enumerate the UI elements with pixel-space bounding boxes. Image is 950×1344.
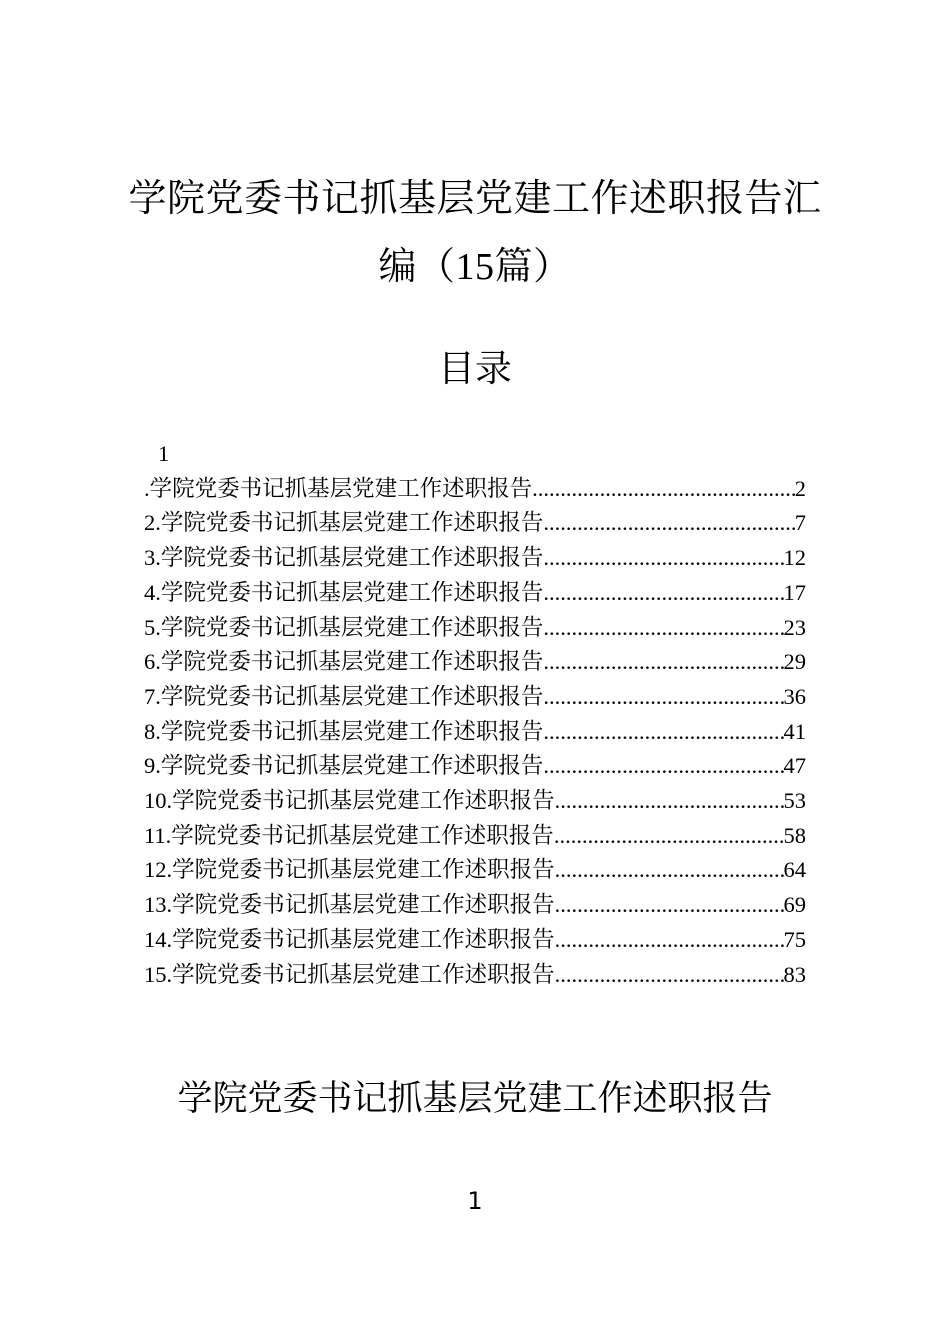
toc-entry-number: 12. [144, 857, 173, 883]
toc-entry-page: 17 [783, 579, 806, 605]
toc-entry-page: 53 [783, 788, 806, 814]
toc-entry-number: 6. [144, 649, 161, 675]
page-number: 1 [467, 1187, 483, 1215]
toc-entry-leader-dots [543, 715, 783, 750]
toc-entry-leader-dots [543, 506, 794, 541]
toc-entry-leader-dots [555, 888, 784, 923]
toc-entry-page: 64 [783, 857, 806, 883]
toc-entry-leader-dots [555, 853, 784, 888]
toc-entry-number: 14. [144, 926, 173, 952]
toc-entry-title: 学院党委书记抓基层党建工作述职报告 [172, 857, 555, 884]
toc-entry-page: 7 [794, 510, 806, 536]
toc-entry-title: 学院党委书记抓基层党建工作述职报告 [160, 614, 544, 641]
toc-entry[interactable] [144, 749, 806, 784]
toc-entry-leader-dots [543, 541, 783, 576]
toc-entry[interactable] [144, 506, 806, 541]
toc-entry[interactable] [144, 715, 806, 750]
toc-entry-page: 75 [783, 926, 806, 952]
toc-entry-title: 学院党委书记抓基层党建工作述职报告 [172, 892, 555, 919]
toc-entry-number: 5. [144, 614, 161, 640]
toc-entry-title: 学院党委书记抓基层党建工作述职报告 [172, 961, 555, 988]
toc-entry-page: 58 [783, 822, 806, 848]
title-prefix: 编（ [378, 244, 456, 288]
toc-entry[interactable] [144, 819, 806, 854]
toc-entry-title: 学院党委书记抓基层党建工作述职报告 [160, 545, 544, 572]
toc-entry-page: 2 [794, 475, 806, 501]
toc-entry-leader-dots [555, 923, 784, 958]
table-of-contents [144, 437, 806, 992]
toc-entry[interactable] [144, 611, 806, 646]
toc-heading: 目录 [438, 347, 512, 390]
toc-entry[interactable] [144, 888, 806, 923]
toc-entry-title: 学院党委书记抓基层党建工作述职报告 [160, 683, 544, 710]
toc-entry-leader-dots [543, 576, 783, 611]
toc-entry-page: 47 [783, 753, 806, 779]
document-title-line-2 [0, 243, 950, 290]
toc-entry-leader-dots [543, 611, 783, 646]
toc-entry-number: 7. [144, 683, 161, 709]
toc-entry-page: 69 [783, 892, 806, 918]
toc-entry-number: 4. [144, 579, 161, 605]
toc-first-number: 1 [158, 441, 170, 466]
section-title: 学院党委书记抓基层党建工作述职报告 [177, 1079, 773, 1119]
toc-entry-title: 学院党委书记抓基层党建工作述职报告 [160, 649, 544, 676]
toc-entry[interactable] [144, 958, 806, 993]
toc-entry-page: 41 [783, 718, 806, 744]
toc-entry-number: . [144, 475, 150, 501]
toc-entry-title: 学院党委书记抓基层党建工作述职报告 [160, 718, 544, 745]
toc-entry[interactable] [144, 680, 806, 715]
toc-entry[interactable] [144, 923, 806, 958]
toc-entry-leader-dots [555, 958, 784, 993]
toc-entry[interactable] [144, 472, 806, 507]
toc-entry-number: 9. [144, 753, 161, 779]
toc-list [144, 472, 806, 993]
toc-entry-page: 29 [783, 649, 806, 675]
title-suffix: 篇） [494, 244, 572, 288]
toc-entry[interactable] [144, 576, 806, 611]
toc-entry-leader-dots [543, 749, 783, 784]
toc-entry-leader-dots [543, 680, 783, 715]
toc-entry-page: 36 [783, 683, 806, 709]
toc-entry[interactable] [144, 645, 806, 680]
toc-entry-number: 3. [144, 545, 161, 571]
toc-entry-page: 83 [783, 961, 806, 987]
toc-entry-number: 2. [144, 510, 161, 536]
toc-entry-title: 学院党委书记抓基层党建工作述职报告 [172, 788, 555, 815]
toc-entry-number: 11. [144, 822, 172, 848]
toc-entry-title: 学院党委书记抓基层党建工作述职报告 [160, 579, 544, 606]
toc-entry-page: 23 [783, 614, 806, 640]
toc-entry-page: 12 [783, 545, 806, 571]
toc-entry-title: 学院党委书记抓基层党建工作述职报告 [149, 475, 533, 502]
toc-entry-title: 学院党委书记抓基层党建工作述职报告 [160, 510, 544, 537]
toc-entry-number: 8. [144, 718, 161, 744]
toc-entry-title: 学院党委书记抓基层党建工作述职报告 [171, 822, 554, 849]
toc-entry-number: 13. [144, 892, 173, 918]
toc-entry-title: 学院党委书记抓基层党建工作述职报告 [172, 926, 555, 953]
toc-entry[interactable] [144, 541, 806, 576]
toc-entry-number: 15. [144, 961, 173, 987]
toc-entry[interactable] [144, 853, 806, 888]
toc-entry-leader-dots [555, 784, 784, 819]
toc-entry-leader-dots [554, 819, 784, 854]
toc-entry[interactable] [144, 784, 806, 819]
toc-entry-leader-dots [543, 645, 783, 680]
toc-entry-number: 10. [144, 788, 173, 814]
toc-entry-title: 学院党委书记抓基层党建工作述职报告 [160, 753, 544, 780]
toc-entry-leader-dots [532, 472, 795, 507]
document-title-line-1: 学院党委书记抓基层党建工作述职报告汇 [128, 176, 822, 220]
title-count: 15 [455, 246, 495, 288]
